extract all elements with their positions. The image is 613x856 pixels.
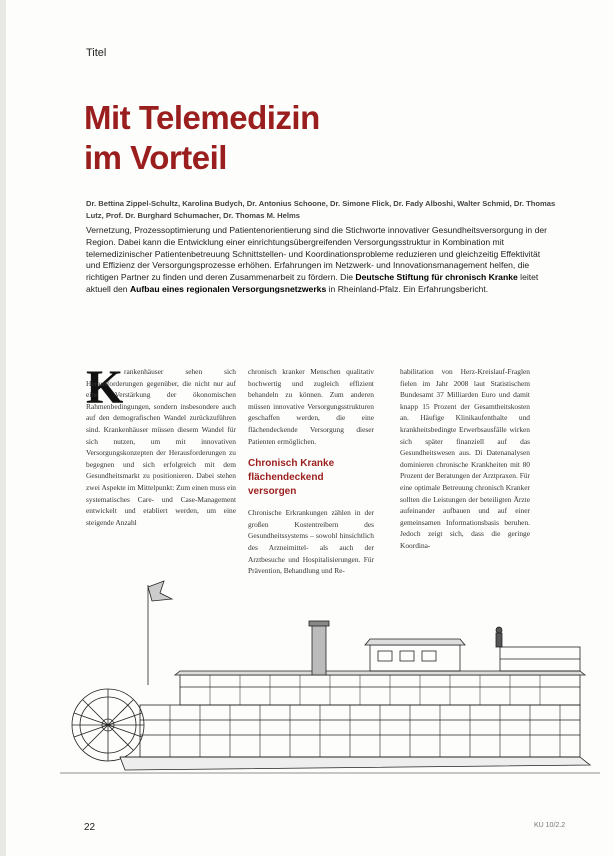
- drop-cap: K: [86, 361, 124, 414]
- title-line-1: Mit Telemedizin: [84, 99, 320, 136]
- body-column-1: [86, 361, 236, 528]
- lead-bold-foundation: Deutsche Stiftung für chronisch Kranke: [355, 272, 518, 283]
- column-3-text: habilitation von Herz-Kreislauf-Fraglen fielen im Jahr 2008 laut Statistischem Bundesamt 37 Milliarden Euro und damit knapp 15 Prozent der Gesamtheitskosten an. Häufige Klinikaufenthalte und krankheitsbedingte Erwerbsausfälle wirken sich später finanziell auf das Gesundheitswesen aus. Di Datenanalysen dominieren chronische Krankheiten mit 80 Prozent der Beratungen der Arztpraxen. Für eine optimale Betreuung chronisch Kranker sollten die Leistungen der beteiligten Ärzte aufeinander aufbauen und auf einer gemeinsamen Informationsbasis beruhen. Jedoch zeigt sich, dass die geringe Koordina-: [400, 367, 530, 550]
- lead-text-2: leitet aktuell den: [86, 272, 539, 294]
- lead-bold-network: Aufbau eines regionalen Versorgungsnetzwerks: [129, 283, 327, 294]
- lead-text-1: Vernetzung, Prozessoptimierung und Patientenorientierung sind die Stichworte innovativer Gesundheitsversorgung in der Region. Dabei kann die Entwicklung einer einrichtungsübergreifenden Versorgungsstruktur in Kombination mit telemedizinischer Patientenbetreuung Schnittstellen- und Koordinationsprobleme reduzieren und gleichzeitig Effektivität und Effizienz der Versorgungsprozesse erhöhen. Erfahrungen im Netzwerk- und Innovationsmanagement helfen, die richtigen Partner zu finden und deren Zusammenarbeit zu fördern. Die: [86, 225, 547, 283]
- section-label: Titel: [86, 47, 107, 59]
- column-2-text: chronisch kranker Menschen qualitativ hochwertig und zugleich effizient behandeln zu können. Zum anderen müssen innovative Versorgungsstrukturen geschaffen werden, die eine flächendeckende Versorgung dieser Patienten ermöglichen.: [248, 367, 374, 446]
- article-lead: [86, 225, 556, 296]
- lead-text-3: in Rheinland-Pfalz. Ein Erfahrungsbericht.: [326, 283, 489, 294]
- body-column-2: [248, 366, 374, 577]
- title-line-2: im Vorteil: [84, 139, 227, 176]
- page-number: 22: [84, 822, 96, 833]
- column-1-text: rankenhäuser sehen sich Herausforderungen gegenüber, die nicht nur auf eine Verstärkung der ökonomischen Rahmenbedingungen, sondern insbesondere auch auf den demografischen Wandel zurückzuführen sind. Krankenhäuser müssen diesem Wandel für sich nutzen, um mit innovativen Versorgungskonzepten der Herausforderungen zu begegnen und sich erfolgreich mit dem Gesundheitsmarkt zu positionieren. Dabei stehen zwei Aspekte im Mittelpunkt: Zum einen muss ein systematisches Care- und Case-Management entwickelt und etabliert werden, um eine steigende Anzahl: [86, 367, 236, 527]
- journal-footer: KU 10/2.2: [534, 822, 566, 829]
- page-gutter: [0, 0, 6, 856]
- author-list: Dr. Bettina Zippel-Schultz, Karolina Budych, Dr. Antonius Schoone, Dr. Simone Flick, Dr. Fady Alboshi, Walter Schmid, Dr. Thomas Lutz, Prof. Dr. Burghard Schumacher, Dr. Thomas M. Helms: [86, 199, 556, 220]
- paddle-steamer-illustration: [60, 575, 600, 780]
- body-column-3: [400, 366, 530, 552]
- article-title: [84, 98, 504, 178]
- column-2-text-continued: Chronische Erkrankungen zählen in der großen Kostentreibern des Gesundheitssystems – sowohl hinsichtlich des Arzneimittel- als auch der Arztbesuche und Hospitalisierungen. Für Prävention, Behandlung und Re-: [248, 508, 374, 576]
- subheading: Chronisch Kranke flächendeckend versorgen: [248, 458, 335, 498]
